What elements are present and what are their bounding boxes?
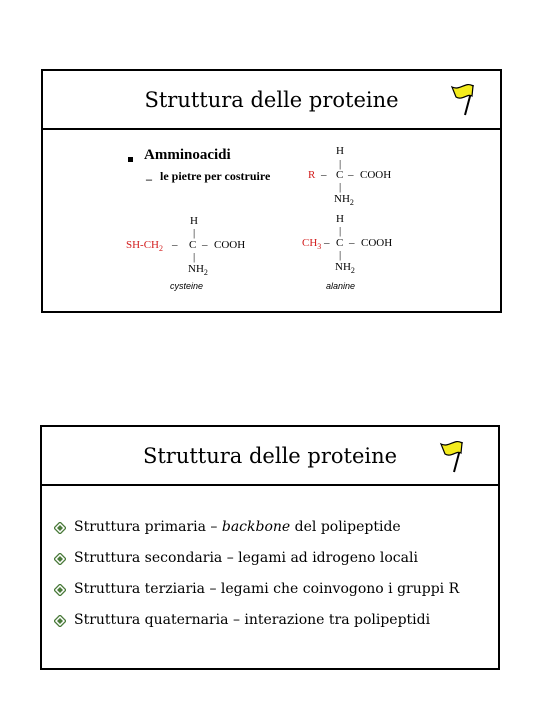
alanine-side-chain (302, 237, 321, 251)
list-item (52, 519, 492, 550)
cysteine-dash-1: – (172, 239, 178, 251)
generic-bond-top: | (339, 158, 342, 170)
cysteine-side-chain (126, 239, 163, 253)
generic-nh-sub: 2 (349, 198, 354, 208)
generic-nh: NH (334, 193, 350, 205)
diamond-bullet-icon (54, 522, 66, 534)
flag-icon (448, 79, 488, 119)
alanine-molecule (302, 213, 442, 293)
slide-1-title-bar (43, 71, 500, 130)
cysteine-nh-sub: 2 (203, 268, 208, 278)
alanine-bond-top: | (339, 225, 342, 237)
generic-cooh: COOH (360, 169, 392, 181)
bullet-text-post: del polipeptide (290, 519, 401, 535)
cysteine-h: H (190, 215, 198, 227)
bullet-text: Struttura terziaria – legami che coinvogono i gruppi R (74, 581, 460, 597)
cysteine-bond-top: | (193, 227, 196, 239)
cysteine-side: SH-CH (126, 239, 160, 251)
alanine-side-sub: 3 (317, 242, 322, 252)
diamond-bullet-icon (54, 615, 66, 627)
alanine-bond-bottom: | (339, 249, 342, 261)
flag-icon (437, 436, 477, 476)
cysteine-nh2 (188, 263, 208, 277)
alanine-h: H (336, 213, 344, 225)
cysteine-molecule (126, 215, 266, 293)
list-item (52, 612, 492, 643)
square-bullet-icon (128, 157, 133, 162)
generic-amino-acid (308, 141, 428, 211)
list-item (52, 550, 492, 581)
cysteine-dash-2: – (202, 239, 208, 251)
slide-2-title-bar (42, 427, 498, 486)
amino-acid-figure (116, 141, 456, 291)
generic-c: C (336, 169, 344, 181)
generic-h: H (336, 145, 344, 157)
slide-2 (40, 425, 500, 670)
slide-1 (41, 69, 502, 313)
list-item (52, 581, 492, 612)
slide-1-title: Struttura delle proteine (144, 88, 399, 112)
cysteine-nh: NH (188, 263, 204, 275)
alanine-caption: alanine (326, 281, 356, 291)
cysteine-cooh: COOH (214, 239, 246, 251)
generic-dash-1: – (321, 169, 327, 181)
alanine-nh2 (335, 261, 355, 275)
diamond-bullet-icon (54, 584, 66, 596)
bullet-text-em: backbone (221, 519, 291, 535)
generic-bond-bottom: | (339, 181, 342, 193)
cysteine-bond-bottom: | (193, 251, 196, 263)
figure-heading: Amminoacidi (144, 147, 231, 163)
figure-dash: – (146, 172, 152, 186)
slide-2-title: Struttura delle proteine (142, 444, 398, 468)
alanine-dash-1: – (324, 237, 330, 249)
cysteine-side-sub: 2 (159, 244, 164, 254)
generic-nh2 (334, 193, 354, 207)
structure-list (52, 519, 492, 643)
alanine-nh: NH (335, 261, 351, 273)
cysteine-c: C (189, 239, 197, 251)
figure-subheading: le pietre per costruire (160, 169, 271, 183)
generic-r: R (308, 169, 316, 181)
cysteine-caption: cysteine (170, 281, 204, 291)
bullet-text: Struttura quaternaria – interazione tra polipeptidi (74, 612, 431, 628)
alanine-side: CH (302, 237, 318, 249)
alanine-c: C (336, 237, 344, 249)
alanine-nh-sub: 2 (350, 266, 355, 276)
alanine-dash-2: – (349, 237, 355, 249)
bullet-text-pre: Struttura primaria – (74, 519, 222, 535)
generic-dash-2: – (348, 169, 354, 181)
alanine-cooh: COOH (361, 237, 393, 249)
diamond-bullet-icon (54, 553, 66, 565)
bullet-text: Struttura secondaria – legami ad idrogeno locali (74, 550, 418, 566)
